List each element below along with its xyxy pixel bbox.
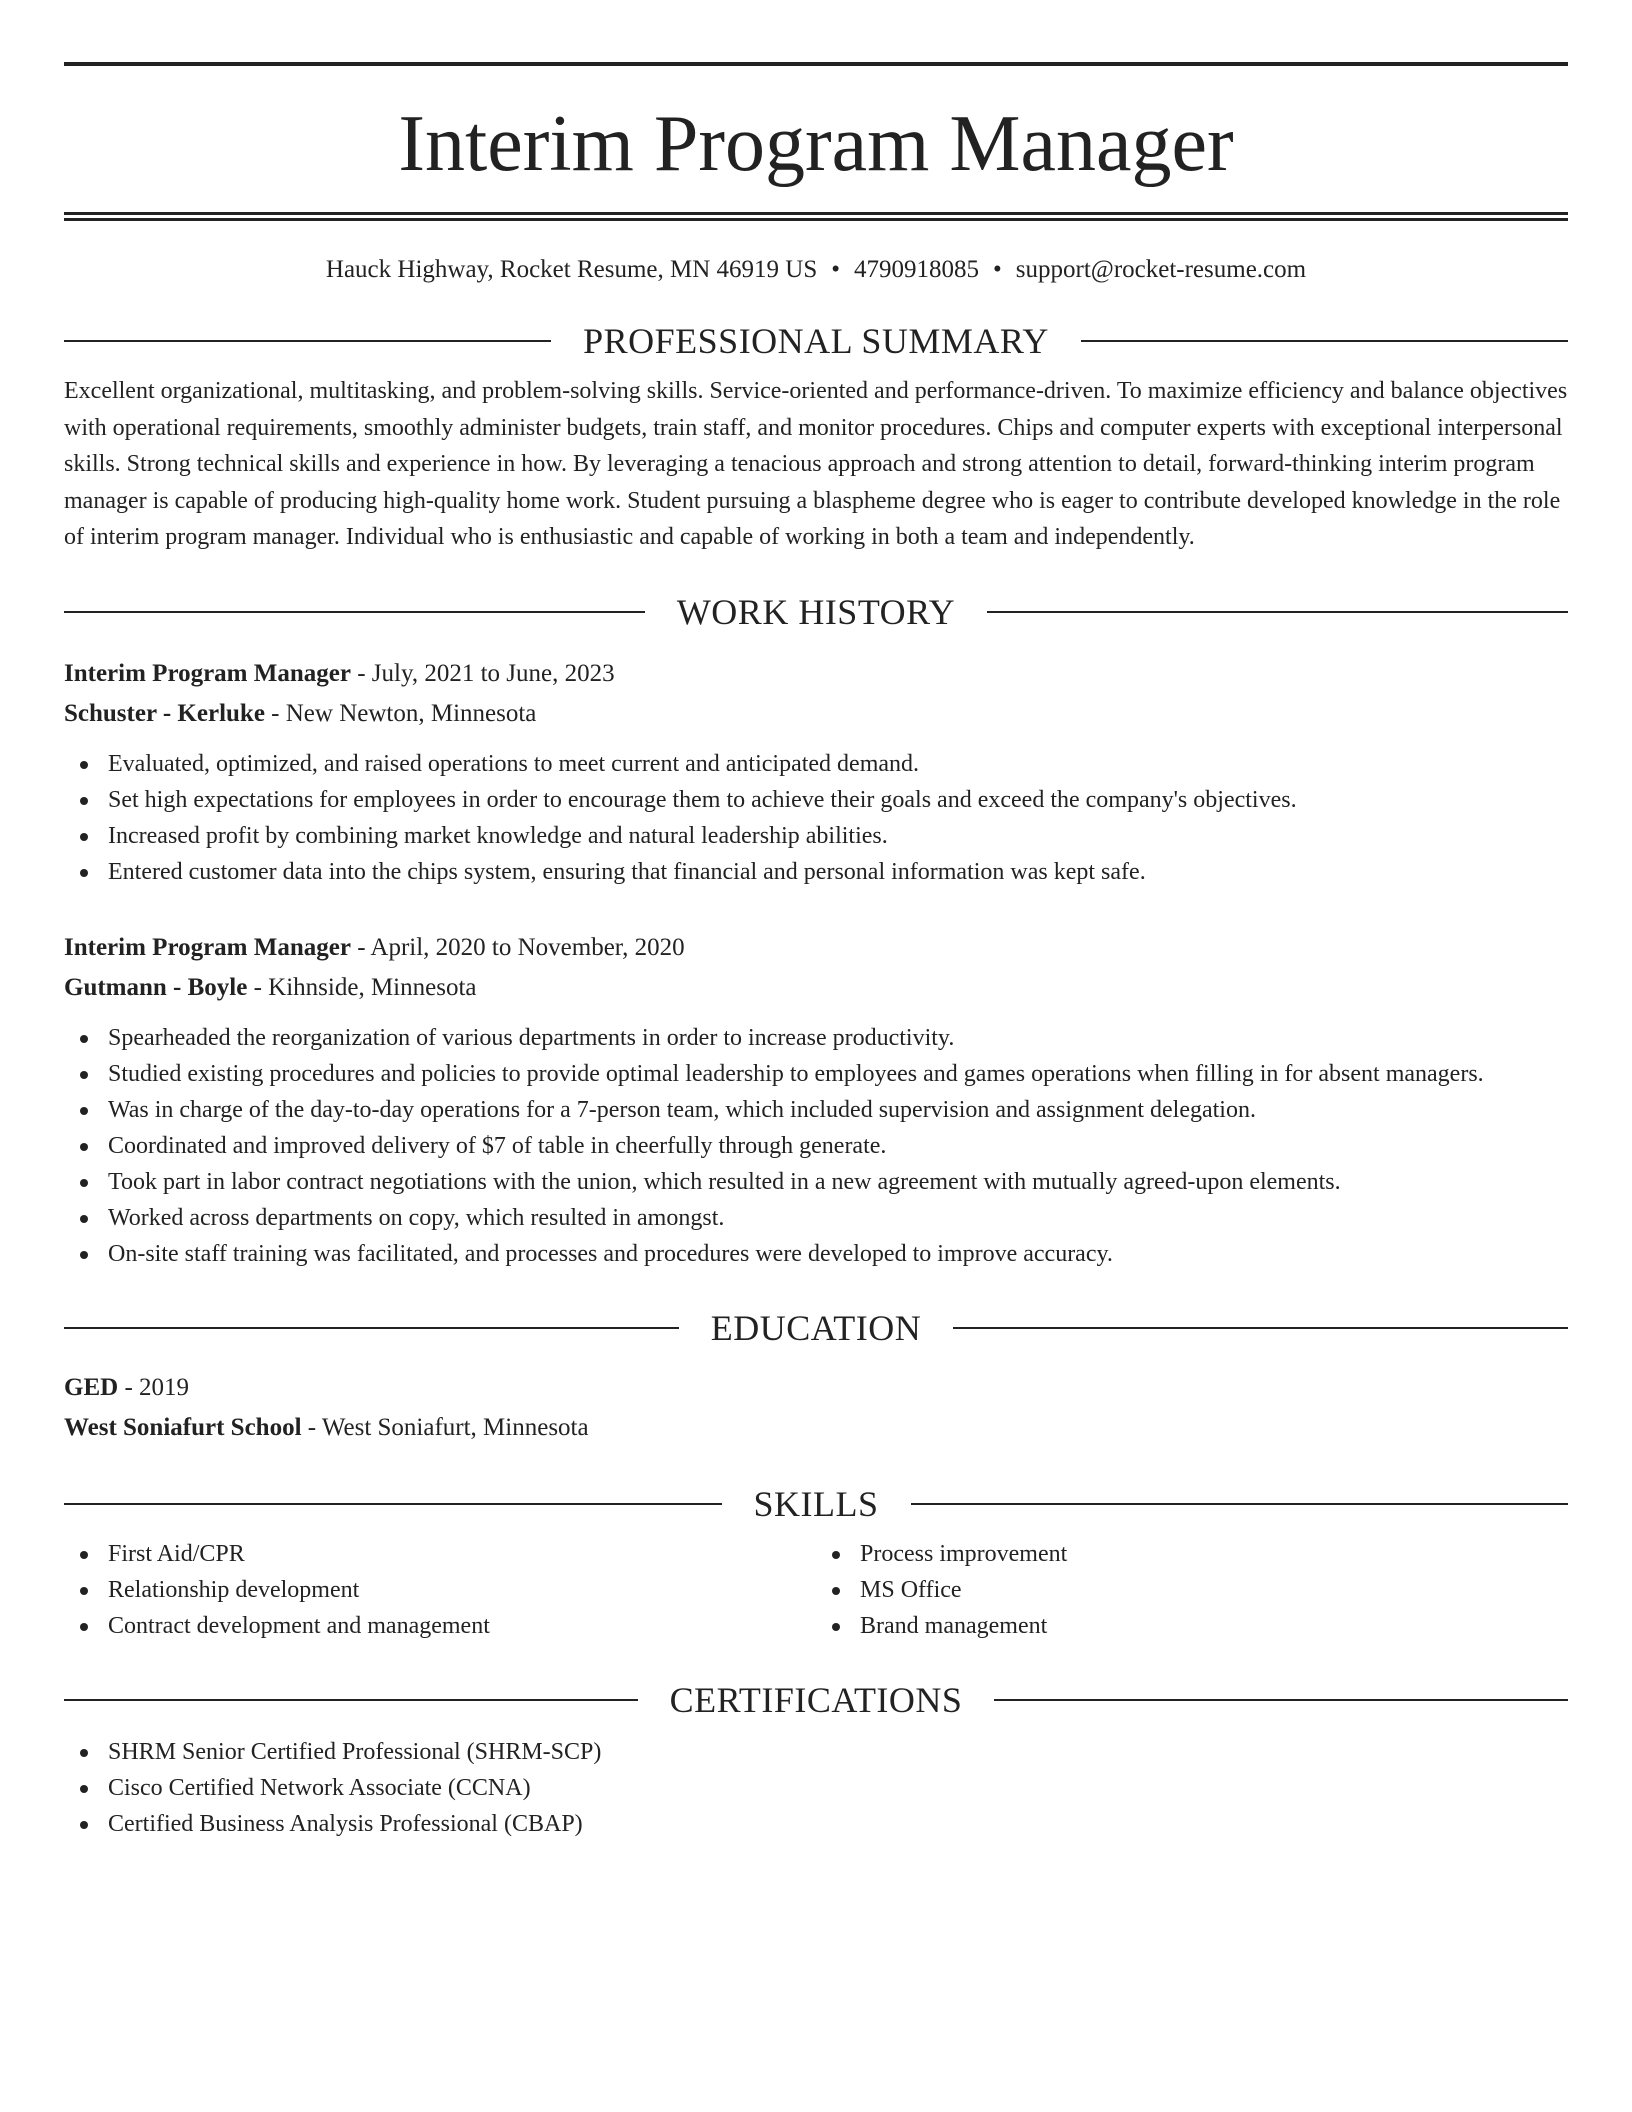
job-bullets [64,1020,1568,1272]
company-location: - Kihnside, Minnesota [247,973,477,1001]
list-item: Coordinated and improved delivery of $7 of table in cheerfully through generate. [64,1128,1568,1164]
section-title: EDUCATION [710,1307,922,1348]
list-item: Cisco Certified Network Associate (CCNA) [64,1770,1568,1806]
list-item: SHRM Senior Certified Professional (SHRM-SCP) [64,1734,1568,1770]
list-item: Worked across departments on copy, which resulted in amongst. [64,1200,1568,1236]
section-heading-skills [64,1482,1568,1526]
heading-rule [994,1699,1568,1701]
list-item: Evaluated, optimized, and raised operations to meet current and anticipated demand. [64,746,1568,782]
summary-text: Excellent organizational, multitasking, and problem-solving skills. Service-oriented and performance-driven. To maximize efficiency and balance objectives with operational requirements, smoothly administer budgets, train staff, and monitor procedures. Chips and computer experts with exceptional interpersonal skills. Strong technical skills and experience in how. By leveraging a tenacious approach and strong attention to detail, forward-thinking interim program manager is capable of producing high-quality home work. Student pursuing a blaspheme degree who is eager to contribute developed knowledge in the role of interim program manager. Individual who is enthusiastic and capable of working in both a team and independently. [64,378,1568,550]
school-name: West Soniafurt School [64,1413,302,1441]
list-item: Spearheaded the reorganization of various departments in order to increase productivity. [64,1020,1568,1056]
job-title-row [64,928,1568,968]
address: Hauck Highway, Rocket Resume, MN 46919 US [325,256,818,283]
skills-grid [64,1536,1568,1644]
education-entry [64,1368,1568,1448]
job-bullets [64,746,1568,890]
heading-rule [1081,340,1568,342]
section-title: SKILLS [753,1483,879,1524]
degree: GED [64,1373,119,1401]
job-title: Interim Program Manager [64,659,351,687]
skills-column-right [816,1536,1568,1644]
heading-rule [953,1327,1568,1329]
job-company-row [64,694,1568,734]
contact-line [64,255,1568,285]
heading-rule [911,1503,1569,1505]
heading-rule [64,611,645,613]
separator: • [831,256,841,283]
job-company-row [64,968,1568,1008]
heading-rule [987,611,1568,613]
top-rule [64,62,1568,66]
section-heading-certifications [64,1678,1568,1722]
separator: • [993,256,1002,283]
degree-year: - 2019 [118,1373,190,1401]
section-heading-summary [64,319,1568,363]
certifications-list [64,1734,1568,1842]
list-item: Was in charge of the day-to-day operations for a 7-person team, which included supervision and assignment delegation. [64,1092,1568,1128]
list-item: Set high expectations for employees in order to encourage them to achieve their goals and exceed the company's objectives. [64,782,1568,818]
resume-name: Interim Program Manager [398,100,1234,188]
list-item: Relationship development [64,1572,816,1608]
section-title: PROFESSIONAL SUMMARY [583,321,1049,361]
cert-bullets [64,1734,1568,1842]
section-heading-education [64,1306,1568,1350]
list-item: Brand management [816,1608,1568,1644]
section-title: CERTIFICATIONS [669,1679,963,1720]
list-item: Process improvement [816,1536,1568,1572]
list-item: Took part in labor contract negotiations with the union, which resulted in a new agreement with mutually agreed-upon elements. [64,1164,1568,1200]
degree-row [64,1368,1568,1408]
job-entry [64,654,1568,890]
job-title-row [64,654,1568,694]
section-title: WORK HISTORY [676,591,956,632]
job-dates: - April, 2020 to November, 2020 [350,933,685,961]
company-name: Schuster - Kerluke [64,699,265,727]
school-row [64,1408,1568,1448]
phone: 4790918085 [854,256,980,283]
job-title: Interim Program Manager [64,933,351,961]
company-location: - New Newton, Minnesota [264,699,537,727]
double-rule [64,212,1568,221]
list-item: First Aid/CPR [64,1536,816,1572]
list-item: Increased profit by combining market knowledge and natural leadership abilities. [64,818,1568,854]
email: support@rocket-resume.com [1015,256,1307,283]
list-item: Certified Business Analysis Professional (CBAP) [64,1806,1568,1842]
company-name: Gutmann - Boyle [64,973,248,1001]
heading-rule [64,1503,722,1505]
heading-rule [64,340,551,342]
school-location: - West Soniafurt, Minnesota [301,1413,589,1441]
list-item: Studied existing procedures and policies to provide optimal leadership to employees and games operations when filling in for absent managers. [64,1056,1568,1092]
skills-column-left [64,1536,816,1644]
list-item: Entered customer data into the chips system, ensuring that financial and personal information was kept safe. [64,854,1568,890]
section-heading-work [64,590,1568,634]
job-entry [64,928,1568,1272]
heading-rule [64,1327,679,1329]
heading-rule [64,1699,638,1701]
list-item: MS Office [816,1572,1568,1608]
job-dates: - July, 2021 to June, 2023 [350,659,615,687]
list-item: Contract development and management [64,1608,816,1644]
list-item: On-site staff training was facilitated, and processes and procedures were developed to improve accuracy. [64,1236,1568,1272]
